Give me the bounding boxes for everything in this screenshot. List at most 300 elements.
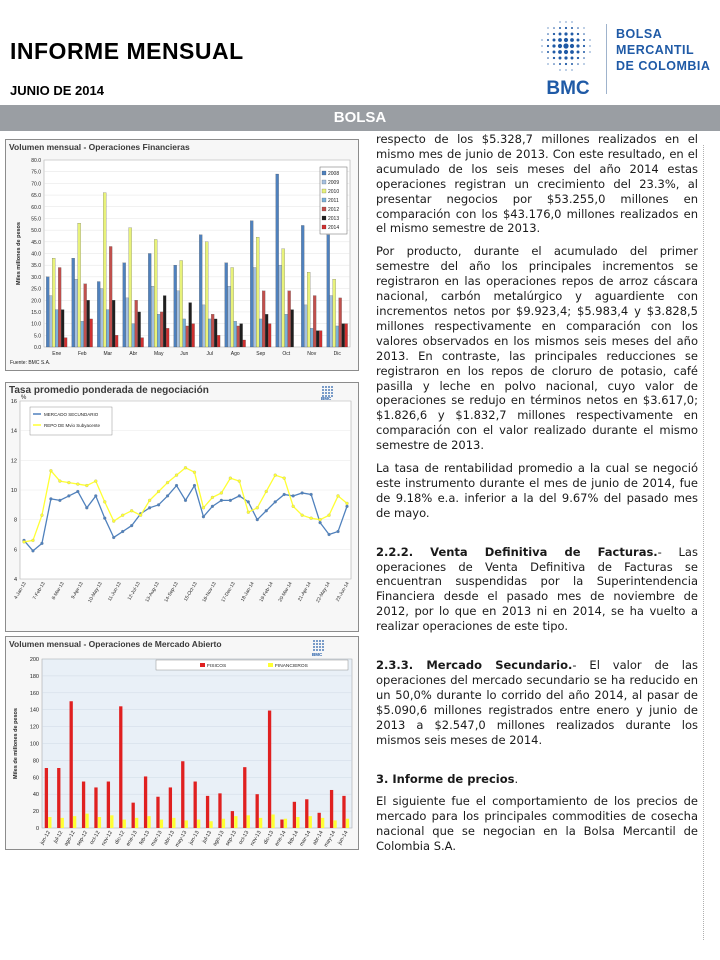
- bar: [174, 265, 177, 347]
- x-tick-label: Ago: [230, 351, 240, 357]
- x-tick-label: dic-13: [262, 830, 276, 846]
- y-axis-label: Miles de millones de pesos: [13, 708, 19, 779]
- logo-dot: [541, 45, 542, 46]
- logo-dot: [316, 649, 318, 651]
- data-point: [346, 505, 349, 508]
- bar: [217, 335, 220, 347]
- logo-dot: [553, 27, 555, 29]
- y-tick-label: 75.0: [31, 169, 41, 176]
- y-tick-label: 8: [13, 517, 17, 524]
- x-tick-label: 13-Aug-13: [145, 581, 161, 604]
- legend-label: 2012: [328, 207, 340, 213]
- bar: [49, 296, 52, 347]
- bar: [189, 303, 192, 347]
- bar: [55, 310, 58, 347]
- bar: [132, 803, 135, 828]
- bar: [313, 296, 316, 347]
- bar: [144, 776, 147, 828]
- y-tick-label: 35.0: [31, 263, 41, 270]
- chart-open-market: [5, 636, 359, 850]
- logo-dot: [331, 389, 333, 391]
- logo-dot: [319, 649, 321, 651]
- logo-dot: [322, 640, 324, 642]
- data-point: [319, 521, 322, 524]
- logo-dot: [565, 21, 566, 22]
- logo-dot: [583, 45, 585, 47]
- data-point: [256, 506, 259, 509]
- logo-dot: [316, 640, 318, 642]
- data-point: [265, 509, 268, 512]
- bar: [237, 326, 240, 347]
- x-tick-label: jun-13: [188, 830, 201, 846]
- data-point: [310, 493, 313, 496]
- x-tick-label: may-13: [174, 830, 189, 849]
- logo-dot: [541, 51, 542, 52]
- x-tick-label: nov-13: [249, 830, 263, 848]
- logo-name-line: DE COLOMBIA: [616, 59, 711, 73]
- logo-dot: [313, 640, 315, 642]
- chart-financial-operations: [5, 139, 359, 371]
- legend-label: REPO DE Mvio Subyacente: [44, 423, 101, 428]
- y-tick-label: 25.0: [31, 286, 41, 293]
- bar: [73, 816, 76, 828]
- data-point: [337, 494, 340, 497]
- data-point: [193, 471, 196, 474]
- bar: [148, 254, 151, 348]
- data-point: [283, 493, 286, 496]
- data-point: [220, 491, 223, 494]
- logo-dot: [319, 646, 321, 648]
- bar: [262, 291, 265, 347]
- bar: [180, 261, 183, 347]
- bar: [309, 816, 312, 828]
- data-point: [301, 491, 304, 494]
- data-point: [274, 500, 277, 503]
- logo-dot: [558, 44, 562, 48]
- y-tick-label: 12: [10, 458, 17, 465]
- bar: [231, 268, 234, 347]
- logo-separator: [606, 24, 607, 94]
- bar: [192, 324, 195, 347]
- data-point: [130, 524, 133, 527]
- data-point: [184, 466, 187, 469]
- bar: [123, 820, 126, 828]
- bar: [85, 814, 88, 828]
- bar: [209, 821, 212, 828]
- bar: [58, 268, 61, 347]
- bar: [259, 818, 262, 828]
- bar: [279, 265, 282, 347]
- bar: [301, 225, 304, 347]
- logo-dot: [559, 63, 561, 65]
- chart-title: Tasa promedio ponderada de negociación: [9, 385, 209, 396]
- y-axis-label: %: [21, 395, 27, 401]
- bar: [52, 258, 55, 347]
- data-point: [328, 514, 331, 517]
- paragraph: respecto de los $5.328,7 millones realizados en el mismo mes de junio de 2013. Con este resultado, en el acumulado de los seis meses del año 2014 estas operaciones registran un crecimiento del 23.3%, al presentar negocios por $53.255,0 millones en comparación con los $43.176,0 millones realizados en el mismo semestre de 2013.: [376, 132, 698, 236]
- logo-dot: [583, 39, 585, 41]
- logo-dot: [564, 38, 568, 42]
- data-point: [166, 494, 169, 497]
- data-point: [157, 490, 160, 493]
- y-tick-label: 40: [32, 792, 39, 799]
- logo-name: [616, 26, 710, 74]
- mini-logo-text: BMC: [321, 396, 332, 401]
- x-tick-label: Mar: [103, 351, 113, 357]
- bar: [48, 817, 51, 828]
- logo-dot: [547, 63, 548, 64]
- logo-dot: [547, 57, 549, 59]
- bar: [112, 300, 115, 347]
- bar: [336, 326, 339, 347]
- logo-dot: [328, 392, 330, 394]
- bar: [296, 817, 299, 828]
- mini-logo: [313, 640, 324, 651]
- data-point: [166, 481, 169, 484]
- x-tick-label: jun-12: [39, 830, 52, 846]
- logo-dot: [322, 386, 324, 388]
- y-tick-label: 0: [35, 826, 39, 832]
- bar: [218, 793, 221, 828]
- x-tick-label: 20-Mar-14: [278, 581, 294, 604]
- logo-dot: [313, 643, 315, 645]
- x-tick-label: Ene: [52, 351, 62, 357]
- chart-financial-operations-svg: [6, 140, 358, 370]
- data-point: [139, 514, 142, 517]
- legend-swatch: [322, 225, 326, 229]
- chart-rate: [5, 382, 359, 632]
- bar: [253, 268, 256, 347]
- paragraph: La tasa de rentabilidad promedio a la cual se negoció este instrumento durante el mes de junio de 2014, fue de 9.18% e.a. inferior a la del 9.67% del pasado mes de mayo.: [376, 461, 698, 520]
- logo-dot: [589, 39, 590, 40]
- logo-dot: [571, 69, 572, 70]
- bar: [346, 819, 349, 828]
- logo-dot: [328, 389, 330, 391]
- bar: [169, 787, 172, 828]
- x-tick-label: feb-14: [287, 830, 300, 847]
- bar: [205, 242, 208, 347]
- bar: [339, 298, 342, 347]
- logo-dot: [325, 389, 327, 391]
- bar: [72, 258, 75, 347]
- bar: [304, 305, 307, 347]
- data-point: [310, 517, 313, 520]
- logo-name-line: BOLSA: [616, 27, 663, 41]
- logo-dot: [577, 57, 579, 59]
- x-tick-label: jul-13: [201, 830, 214, 845]
- bar: [45, 768, 48, 828]
- bar: [84, 284, 87, 347]
- bar: [240, 324, 243, 347]
- logo-dot: [577, 33, 579, 35]
- x-tick-label: oct-12: [88, 830, 102, 846]
- bar: [259, 319, 262, 347]
- y-tick-label: 20.0: [31, 298, 41, 305]
- data-point: [337, 530, 340, 533]
- logo-dot: [565, 63, 567, 65]
- logo-dot: [559, 21, 560, 22]
- data-point: [31, 539, 34, 542]
- bar: [333, 279, 336, 347]
- logo-dot: [552, 44, 555, 47]
- mini-logo-text: BMC: [312, 652, 323, 657]
- logo-dot: [547, 33, 549, 35]
- article-body: [376, 132, 698, 862]
- x-tick-label: Abr: [129, 351, 138, 357]
- logo-dot: [325, 392, 327, 394]
- bar: [284, 819, 287, 828]
- bar: [265, 314, 268, 347]
- data-point: [23, 540, 26, 543]
- logo-abbreviation: BMC: [546, 78, 590, 99]
- logo-dot: [313, 649, 315, 651]
- bar: [231, 811, 234, 828]
- legend-label: 2008: [328, 171, 340, 177]
- data-point: [229, 477, 232, 480]
- legend-swatch: [322, 189, 326, 193]
- bar: [316, 331, 319, 347]
- bar: [342, 324, 345, 347]
- logo-dot: [571, 57, 574, 60]
- data-point: [211, 496, 214, 499]
- bar: [234, 816, 237, 828]
- logo-dot: [570, 44, 574, 48]
- bar: [154, 239, 157, 347]
- bar: [177, 291, 180, 347]
- bar: [211, 314, 214, 347]
- section-heading: 3. Informe de precios: [376, 771, 515, 786]
- bar: [166, 328, 169, 347]
- chart-title: Volumen mensual - Operaciones de Mercado Abierto: [9, 639, 222, 649]
- section-heading: 2.2.2. Venta Definitiva de Facturas.: [376, 544, 658, 559]
- x-tick-label: 23-Jun-14: [335, 581, 351, 603]
- logo-dot: [583, 51, 585, 53]
- logo-dot: [577, 39, 580, 42]
- logo-dot: [322, 389, 324, 391]
- globe-logo-icon: [538, 18, 594, 74]
- bar: [318, 813, 321, 828]
- legend-label: MERCADO SECUNDARIO: [44, 412, 99, 417]
- x-tick-label: 17-Dec-13: [221, 581, 237, 604]
- bar: [87, 300, 90, 347]
- bar: [247, 815, 250, 828]
- logo-dot: [583, 63, 584, 64]
- x-tick-label: mar-13: [149, 830, 164, 848]
- logo-dot: [563, 43, 568, 48]
- x-tick-label: 8-Mar-13: [51, 581, 66, 601]
- data-point: [292, 505, 295, 508]
- data-point: [319, 518, 322, 521]
- bar: [250, 221, 253, 347]
- legend-swatch: [322, 207, 326, 211]
- data-point: [202, 506, 205, 509]
- y-tick-label: 50.0: [31, 228, 41, 235]
- bar: [319, 331, 322, 347]
- data-point: [148, 499, 151, 502]
- y-tick-label: 10.0: [31, 321, 41, 328]
- bar: [310, 328, 313, 347]
- legend-swatch: [322, 171, 326, 175]
- logo-dot: [571, 63, 573, 65]
- data-point: [31, 549, 34, 552]
- bmc-logo: [538, 18, 714, 98]
- logo-dot: [577, 51, 580, 54]
- data-point: [67, 481, 70, 484]
- legend-label: 2013: [328, 216, 340, 222]
- data-point: [256, 518, 259, 521]
- logo-dot: [577, 63, 579, 65]
- bar: [119, 706, 122, 828]
- x-tick-label: abr-14: [311, 830, 325, 847]
- bar: [160, 820, 163, 828]
- data-point: [238, 494, 241, 497]
- y-tick-label: 120: [29, 724, 39, 731]
- chart-title: Volumen mensual - Operaciones Financieras: [9, 142, 190, 152]
- y-tick-label: 4: [13, 577, 17, 583]
- bar: [268, 711, 271, 828]
- bar: [157, 314, 160, 347]
- logo-dot: [322, 649, 324, 651]
- logo-dot: [570, 38, 574, 42]
- logo-dot: [570, 50, 574, 54]
- bar: [57, 768, 60, 828]
- bar: [61, 818, 64, 828]
- bar: [225, 263, 228, 347]
- bar: [156, 797, 159, 828]
- bar: [123, 263, 126, 347]
- bar: [70, 701, 73, 828]
- x-tick-label: may-14: [323, 830, 338, 849]
- bar: [160, 312, 163, 347]
- logo-dot: [319, 640, 321, 642]
- bar: [256, 794, 259, 828]
- logo-dot: [559, 27, 561, 29]
- x-tick-label: feb-13: [138, 830, 152, 847]
- y-tick-label: 40.0: [31, 251, 41, 258]
- x-tick-label: mar-14: [298, 830, 313, 848]
- x-tick-label: dic-12: [113, 830, 127, 846]
- x-tick-label: oct-13: [237, 830, 251, 846]
- bar: [90, 319, 93, 347]
- bar: [288, 291, 291, 347]
- bar: [94, 787, 97, 828]
- logo-dot: [571, 33, 574, 36]
- data-point: [346, 502, 349, 505]
- paragraph: [376, 658, 698, 747]
- bar: [100, 289, 103, 347]
- legend-swatch: [200, 663, 205, 667]
- bar: [321, 818, 324, 828]
- data-point: [40, 542, 43, 545]
- bar: [268, 324, 271, 347]
- y-tick-label: 0.0: [34, 345, 41, 351]
- logo-dot: [322, 643, 324, 645]
- logo-dot: [547, 51, 549, 53]
- x-tick-label: abr-13: [163, 830, 176, 847]
- logo-dot: [547, 39, 549, 41]
- x-tick-label: 11-Jun-13: [107, 581, 123, 603]
- logo-dot: [325, 386, 327, 388]
- legend-swatch: [322, 198, 326, 202]
- x-tick-label: 18-Jan-14: [240, 581, 256, 603]
- bar: [293, 802, 296, 828]
- paragraph: El siguiente fue el comportamiento de los precios de mercado para los principales commodities de cosecha nacional que se negocian en la Bolsa Mercantil de Colombia S.A.: [376, 794, 698, 854]
- bar: [234, 321, 237, 347]
- y-tick-label: 80: [32, 758, 39, 765]
- y-tick-label: 14: [10, 428, 17, 435]
- x-tick-label: ago-13: [212, 830, 226, 848]
- bar: [107, 782, 110, 828]
- x-tick-label: 7-Feb-13: [32, 581, 47, 601]
- data-point: [94, 494, 97, 497]
- chart-rate-svg: [6, 383, 358, 631]
- bar: [186, 326, 189, 347]
- chart-source: Fuente: BMC S.A.: [10, 360, 51, 366]
- bar: [163, 296, 166, 347]
- data-point: [157, 503, 160, 506]
- data-point: [112, 536, 115, 539]
- bar: [115, 335, 118, 347]
- bar: [151, 286, 154, 347]
- data-point: [274, 474, 277, 477]
- data-point: [328, 533, 331, 536]
- data-point: [184, 499, 187, 502]
- logo-dot: [571, 27, 573, 29]
- y-tick-label: 60.0: [31, 204, 41, 211]
- data-point: [58, 480, 61, 483]
- x-tick-label: Dic: [333, 351, 341, 357]
- logo-dot: [577, 27, 579, 29]
- logo-dot: [564, 50, 568, 54]
- data-point: [211, 505, 214, 508]
- x-tick-label: nov-12: [100, 830, 114, 848]
- y-tick-label: 45.0: [31, 239, 41, 246]
- logo-dot: [589, 45, 590, 46]
- logo-dot: [576, 44, 579, 47]
- data-point: [94, 480, 97, 483]
- data-point: [121, 530, 124, 533]
- data-point: [238, 480, 241, 483]
- y-tick-label: 180: [29, 673, 39, 680]
- data-point: [121, 514, 124, 517]
- x-tick-label: ene-14: [274, 830, 288, 848]
- legend-label: 2009: [328, 180, 340, 186]
- data-point: [103, 500, 106, 503]
- y-tick-label: 200: [29, 657, 39, 663]
- bar: [129, 228, 132, 347]
- bar: [185, 820, 188, 828]
- data-point: [112, 520, 115, 523]
- logo-dot: [553, 33, 555, 35]
- y-tick-label: 60: [32, 775, 39, 782]
- section-band: [0, 105, 720, 131]
- paragraph-text: - Las operaciones de Venta Definitiva de Facturas se encuentran suspendidas por la Superintendencia Financiera desde el pasado mes de noviembre de 2012, por lo que en 2013 ni en 2014, se ha vuelto a realizar operaciones de este tipo.: [376, 544, 698, 634]
- x-tick-label: Sep: [256, 351, 266, 357]
- bar: [280, 820, 283, 828]
- bar: [138, 312, 141, 347]
- x-tick-label: ago-12: [63, 830, 77, 848]
- logo-dot: [583, 33, 585, 35]
- bar: [141, 338, 144, 347]
- x-tick-label: Jul: [206, 351, 213, 357]
- legend-swatch: [322, 216, 326, 220]
- report-title: INFORME MENSUAL: [10, 38, 244, 64]
- data-point: [67, 494, 70, 497]
- data-point: [301, 514, 304, 517]
- bar: [81, 321, 84, 347]
- logo-dot: [553, 63, 555, 65]
- bar: [256, 237, 259, 347]
